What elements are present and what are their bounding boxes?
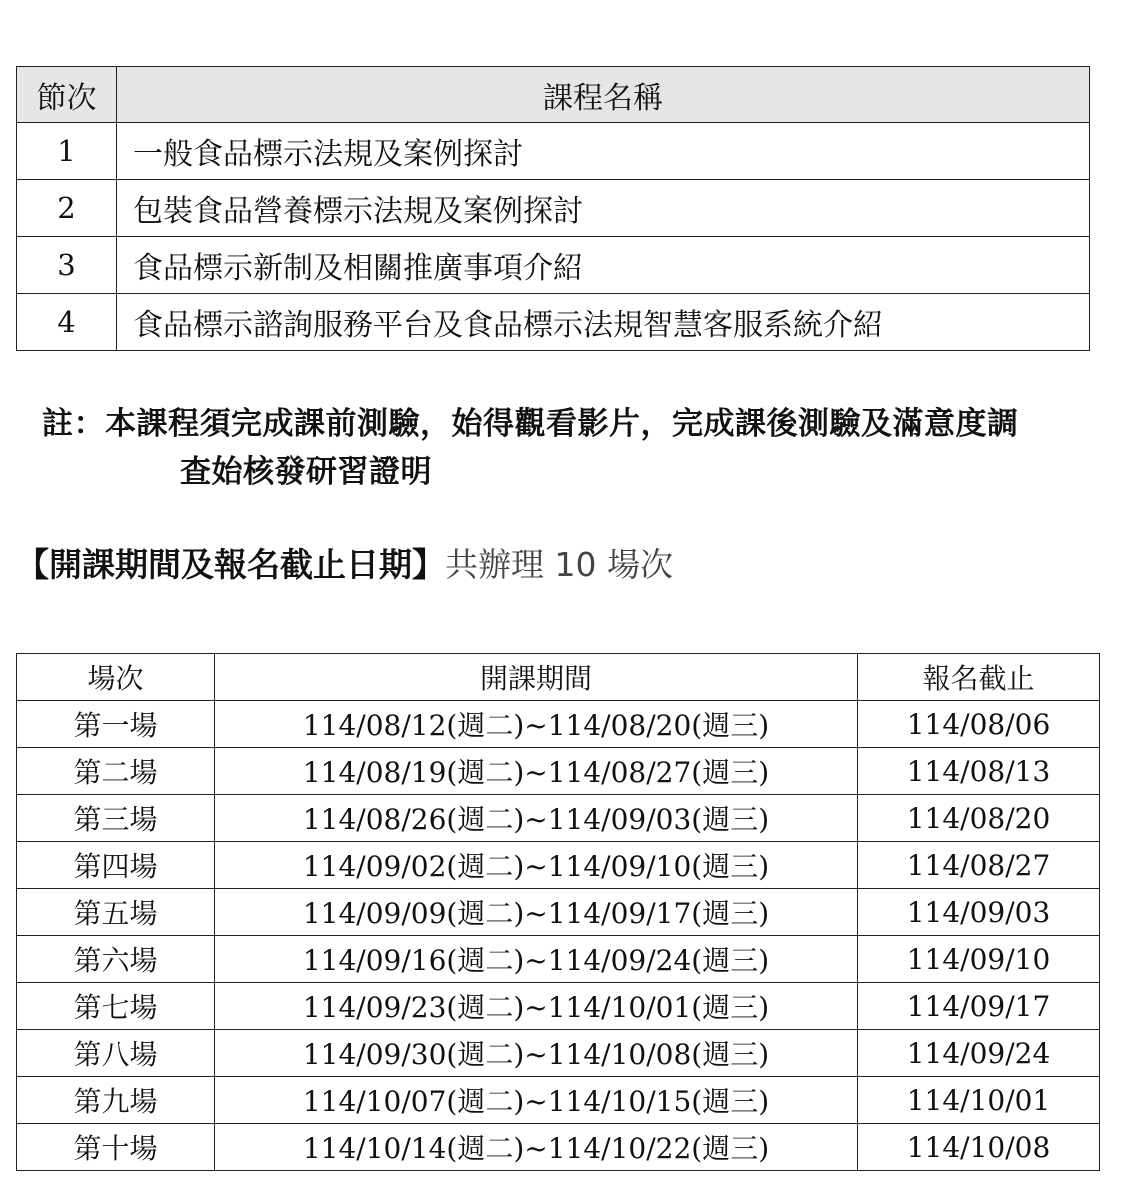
session-deadline: 114/10/01 xyxy=(858,1077,1100,1124)
table-row xyxy=(17,889,1100,936)
session-deadline: 114/10/08 xyxy=(858,1124,1100,1171)
section-heading-title: 【開課期間及報名截止日期】 xyxy=(16,545,445,584)
session-name: 第三場 xyxy=(17,795,215,842)
table-row xyxy=(17,123,1090,180)
table-row xyxy=(17,936,1100,983)
table-row xyxy=(17,701,1100,748)
session-header-deadline: 報名截止 xyxy=(858,654,1100,701)
course-name: 食品標示諮詢服務平台及食品標示法規智慧客服系統介紹 xyxy=(117,294,1090,351)
session-period: 114/10/07(週二)~114/10/15(週三) xyxy=(215,1077,858,1124)
session-deadline: 114/09/17 xyxy=(858,983,1100,1030)
session-period: 114/09/23(週二)~114/10/01(週三) xyxy=(215,983,858,1030)
table-row xyxy=(17,294,1090,351)
course-name: 一般食品標示法規及案例探討 xyxy=(117,123,1090,180)
session-period: 114/08/26(週二)~114/09/03(週三) xyxy=(215,795,858,842)
session-period: 114/09/02(週二)~114/09/10(週三) xyxy=(215,842,858,889)
session-period: 114/09/16(週二)~114/09/24(週三) xyxy=(215,936,858,983)
course-header-name: 課程名稱 xyxy=(117,67,1090,123)
course-name: 食品標示新制及相關推廣事項介紹 xyxy=(117,237,1090,294)
table-row xyxy=(17,795,1100,842)
course-table xyxy=(16,66,1090,351)
course-name: 包裝食品營養標示法規及案例探討 xyxy=(117,180,1090,237)
session-table-header-row xyxy=(17,654,1100,701)
session-name: 第九場 xyxy=(17,1077,215,1124)
session-deadline: 114/09/10 xyxy=(858,936,1100,983)
session-deadline: 114/09/24 xyxy=(858,1030,1100,1077)
table-row xyxy=(17,983,1100,1030)
course-table-header-row xyxy=(17,67,1090,123)
session-period: 114/09/09(週二)~114/09/17(週三) xyxy=(215,889,858,936)
session-period: 114/08/19(週二)~114/08/27(週三) xyxy=(215,748,858,795)
table-row xyxy=(17,748,1100,795)
session-table xyxy=(16,653,1100,1171)
table-row xyxy=(17,1030,1100,1077)
session-name: 第十場 xyxy=(17,1124,215,1171)
session-header-period: 開課期間 xyxy=(215,654,858,701)
session-deadline: 114/08/20 xyxy=(858,795,1100,842)
session-name: 第二場 xyxy=(17,748,215,795)
session-name: 第八場 xyxy=(17,1030,215,1077)
course-number: 1 xyxy=(17,123,117,180)
session-header-session: 場次 xyxy=(17,654,215,701)
course-number: 2 xyxy=(17,180,117,237)
course-note xyxy=(42,400,1112,496)
course-number: 4 xyxy=(17,294,117,351)
session-period: 114/09/30(週二)~114/10/08(週三) xyxy=(215,1030,858,1077)
course-number: 3 xyxy=(17,237,117,294)
session-deadline: 114/08/06 xyxy=(858,701,1100,748)
table-row xyxy=(17,237,1090,294)
table-row xyxy=(17,1077,1100,1124)
table-row xyxy=(17,180,1090,237)
session-name: 第四場 xyxy=(17,842,215,889)
note-line-1: 註：本課程須完成課前測驗，始得觀看影片，完成課後測驗及滿意度調 xyxy=(42,406,1019,442)
note-line-2: 查始核發研習證明 xyxy=(180,454,432,490)
session-name: 第七場 xyxy=(17,983,215,1030)
session-name: 第六場 xyxy=(17,936,215,983)
session-name: 第五場 xyxy=(17,889,215,936)
session-deadline: 114/09/03 xyxy=(858,889,1100,936)
session-name: 第一場 xyxy=(17,701,215,748)
session-deadline: 114/08/13 xyxy=(858,748,1100,795)
section-heading xyxy=(16,540,673,590)
table-row xyxy=(17,1124,1100,1171)
section-heading-count: 共辦理 10 場次 xyxy=(445,545,673,584)
session-period: 114/10/14(週二)~114/10/22(週三) xyxy=(215,1124,858,1171)
table-row xyxy=(17,842,1100,889)
session-period: 114/08/12(週二)~114/08/20(週三) xyxy=(215,701,858,748)
session-deadline: 114/08/27 xyxy=(858,842,1100,889)
course-header-session: 節次 xyxy=(17,67,117,123)
